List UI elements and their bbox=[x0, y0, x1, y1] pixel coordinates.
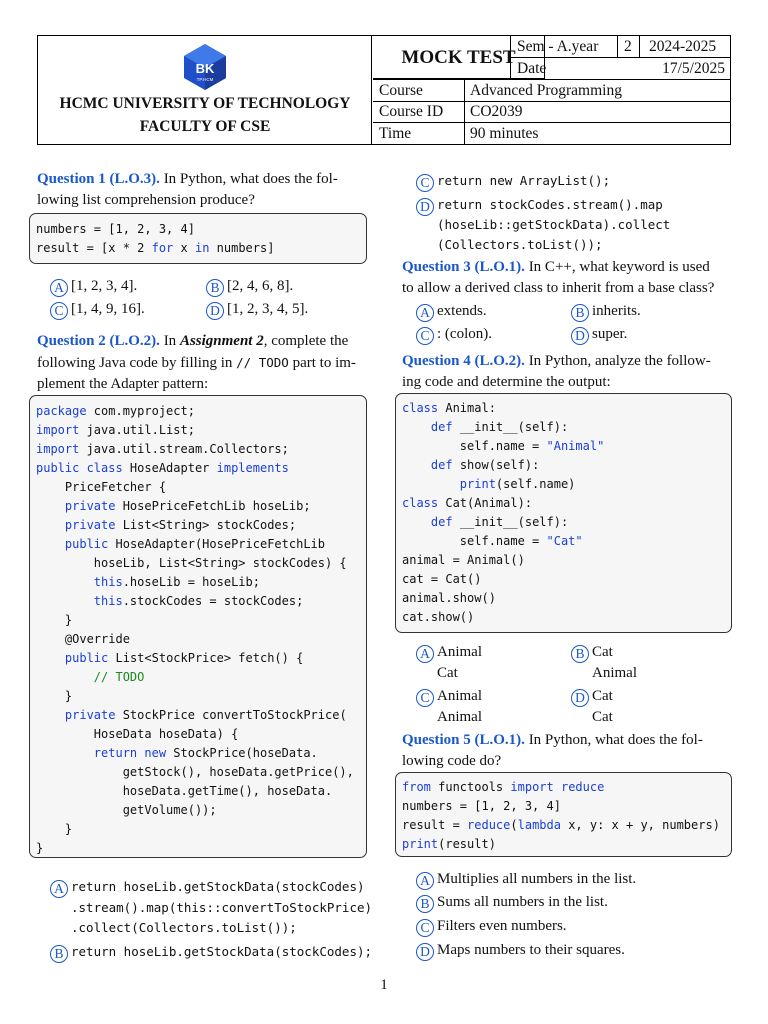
q4-option-a[interactable]: A Animal Cat bbox=[416, 642, 482, 684]
time-label: Time bbox=[379, 125, 412, 142]
university-name: HCMC UNIVERSITY OF TECHNOLOGY bbox=[59, 95, 351, 112]
semester-label: Sem - A.year bbox=[517, 38, 599, 55]
header-rule bbox=[510, 36, 511, 79]
q2-option-d-cont: (Collectors.toList()); bbox=[437, 237, 603, 252]
q4-option-d[interactable]: D Cat Cat bbox=[571, 686, 613, 728]
date-value: 17/5/2025 bbox=[662, 60, 725, 77]
option-b-marker: B bbox=[416, 895, 434, 913]
q1-option-a[interactable]: A [1, 2, 3, 4]. bbox=[50, 276, 137, 297]
q2-option-a-cont: .stream().map(this::convertToStockPrice) bbox=[71, 900, 373, 915]
q5-option-c[interactable]: C Filters even numbers. bbox=[416, 916, 567, 937]
option-a-marker: A bbox=[416, 645, 434, 663]
question-4-code: class Animal: def __init__(self): self.name = "Animal" def show(self): print(self.name) class Cat(Animal): def __init__(self): self.name = "Cat" animal = Animal() cat = Cat() animal.show() cat.show() bbox=[395, 393, 732, 633]
q3-option-d[interactable]: D super. bbox=[571, 324, 627, 345]
question-1-text: Question 1 (L.O.3). In Python, what does the fol- lowing list comprehension produce? bbox=[37, 171, 338, 208]
faculty-name: FACULTY OF CSE bbox=[139, 118, 271, 135]
option-c-marker: C bbox=[416, 327, 434, 345]
option-c-marker: C bbox=[50, 302, 68, 320]
option-d-marker: D bbox=[206, 302, 224, 320]
option-b-marker: B bbox=[571, 304, 589, 322]
course-id-value: CO2039 bbox=[470, 103, 523, 120]
header-rule bbox=[639, 36, 640, 57]
option-b-marker: B bbox=[50, 945, 68, 963]
question-3-heading: Question 3 (L.O.1). bbox=[402, 259, 525, 275]
question-4-text: Question 4 (L.O.2). In Python, analyze the follow- ing code and determine the output: bbox=[402, 353, 711, 390]
q2-option-c[interactable]: C return new ArrayList(); bbox=[416, 170, 610, 192]
option-a-marker: A bbox=[416, 872, 434, 890]
logo-text: BK bbox=[195, 61, 215, 76]
course-id-label: Course ID bbox=[379, 103, 444, 120]
question-5-heading: Question 5 (L.O.1). bbox=[402, 732, 525, 748]
q2-option-d-cont: (hoseLib::getStockData).collect bbox=[437, 217, 671, 232]
option-b-marker: B bbox=[571, 645, 589, 663]
q3-option-b[interactable]: B inherits. bbox=[571, 301, 641, 322]
q1-option-b[interactable]: B [2, 4, 6, 8]. bbox=[206, 276, 293, 297]
option-d-marker: D bbox=[416, 198, 434, 216]
exam-header bbox=[37, 35, 731, 145]
header-rule bbox=[464, 79, 465, 144]
question-5-code: from functools import reduce numbers = [1, 2, 3, 4] result = reduce(lambda x, y: x + y, numbers) print(result) bbox=[395, 772, 732, 857]
option-a-marker: A bbox=[416, 304, 434, 322]
q5-option-a[interactable]: A Multiplies all numbers in the list. bbox=[416, 869, 636, 890]
q2-option-d[interactable]: D return stockCodes.stream().map bbox=[416, 194, 663, 216]
question-2-heading: Question 2 (L.O.2). bbox=[37, 333, 160, 349]
q2-option-a[interactable]: A return hoseLib.getStockData(stockCodes) bbox=[50, 876, 365, 898]
q2-option-a-cont: .collect(Collectors.toList()); bbox=[71, 920, 297, 935]
option-d-marker: D bbox=[571, 689, 589, 707]
logo-subtext: TP.HCM bbox=[196, 77, 214, 82]
question-2-text: Question 2 (L.O.2). In Assignment 2, complete the following Java code by filling in // TODO part to im- plement the Adapter pattern: bbox=[37, 333, 356, 392]
q5-option-d[interactable]: D Maps numbers to their squares. bbox=[416, 940, 625, 961]
university-block bbox=[38, 36, 372, 144]
q5-option-b[interactable]: B Sums all numbers in the list. bbox=[416, 892, 608, 913]
course-value: Advanced Programming bbox=[470, 82, 622, 99]
page-number: 1 bbox=[380, 977, 388, 993]
option-a-marker: A bbox=[50, 880, 68, 898]
question-1-heading: Question 1 (L.O.3). bbox=[37, 171, 160, 187]
option-a-marker: A bbox=[50, 279, 68, 297]
semester-value: 2 bbox=[624, 38, 632, 55]
header-rule bbox=[373, 122, 730, 123]
q3-option-a[interactable]: A extends. bbox=[416, 301, 487, 322]
option-c-marker: C bbox=[416, 174, 434, 192]
exam-title: MOCK TEST bbox=[373, 36, 545, 79]
q1-option-c[interactable]: C [1, 4, 9, 16]. bbox=[50, 299, 145, 320]
date-label: Date bbox=[517, 60, 547, 77]
academic-year-value: 2024-2025 bbox=[649, 38, 717, 55]
question-2-code: package com.myproject; import java.util.List; import java.util.stream.Collectors; public class HoseAdapter implements PriceFetcher { private HosePriceFetchLib hoseLib; private List<String> stockCodes; public HoseAdapter(HosePriceFetchLib hoseLib, List<String> stockCodes) { this.hoseLib = hoseLib; this.stockCodes = stockCodes; } @Override public List<StockPrice> fetch() { // TODO } private StockPrice convertToStockPrice( HoseData hoseData) { return new StockPrice(hoseData. getStock(), hoseData.getPrice(), hoseData.getTime(), hoseData. getVolume()); } } bbox=[29, 395, 367, 858]
course-label: Course bbox=[379, 82, 423, 99]
option-c-marker: C bbox=[416, 919, 434, 937]
q4-option-c[interactable]: C Animal Animal bbox=[416, 686, 482, 728]
option-d-marker: D bbox=[416, 943, 434, 961]
option-d-marker: D bbox=[571, 327, 589, 345]
q4-option-b[interactable]: B Cat Animal bbox=[571, 642, 637, 684]
q1-option-d[interactable]: D [1, 2, 3, 4, 5]. bbox=[206, 299, 308, 320]
q3-option-c[interactable]: C : (colon). bbox=[416, 324, 492, 345]
time-value: 90 minutes bbox=[470, 125, 539, 142]
option-c-marker: C bbox=[416, 689, 434, 707]
question-5-text: Question 5 (L.O.1). In Python, what does the fol- lowing code do? bbox=[402, 732, 703, 769]
question-1-code: numbers = [1, 2, 3, 4] result = [x * 2 for x in numbers] bbox=[29, 213, 367, 264]
q2-option-b[interactable]: B return hoseLib.getStockData(stockCodes); bbox=[50, 941, 372, 963]
university-logo bbox=[179, 43, 231, 91]
option-b-marker: B bbox=[206, 279, 224, 297]
header-rule bbox=[617, 36, 618, 57]
question-4-heading: Question 4 (L.O.2). bbox=[402, 353, 525, 369]
question-3-text: Question 3 (L.O.1). In C++, what keyword is used to allow a derived class to inherit from a base class? bbox=[402, 259, 715, 296]
